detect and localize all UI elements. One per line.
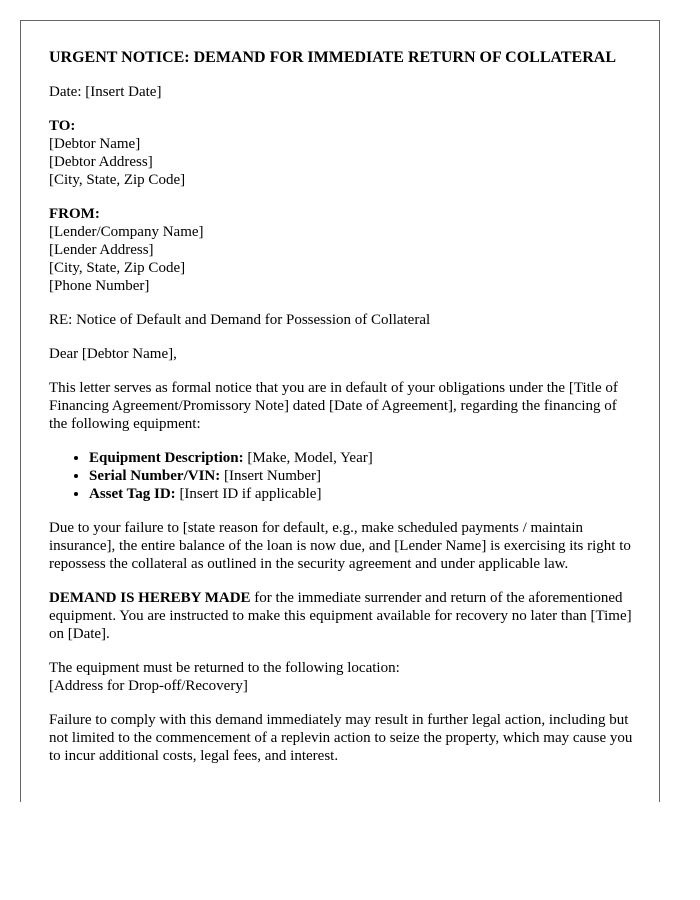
demand-emphasis: DEMAND IS HEREBY MADE [49, 590, 251, 606]
from-block [49, 205, 659, 295]
default-notice-paragraph: This letter serves as formal notice that you are in default of your obligations under the [Title of Financing Agreement/Promissory Note] dated [Date of Agreement], regarding the financing of the following equipment: [49, 380, 618, 432]
consequences-paragraph: Failure to comply with this demand immediately may result in further legal action, including but not limited to the commencement of a replevin action to seize the property, which may cause you to incur additional costs, legal fees, and interest. [49, 712, 633, 764]
equipment-list [49, 449, 659, 503]
letter-title: URGENT NOTICE: DEMAND FOR IMMEDIATE RETURN OF COLLATERAL [49, 49, 616, 66]
list-item: • Asset Tag ID: [Insert ID if applicable] [89, 485, 659, 503]
letter-page [20, 20, 660, 802]
reason-paragraph: Due to your failure to [state reason for default, e.g., make scheduled payments / maintain insurance], the entire balance of the loan is now due, and [Lender Name] is exercising its right to repossess the collateral as outlined in the security agreement and under applicable law. [49, 520, 631, 572]
to-line-address: [Debtor Address] [49, 154, 153, 170]
salutation: Dear [Debtor Name], [49, 346, 177, 362]
from-line-city: [City, State, Zip Code] [49, 260, 186, 276]
return-location-block [49, 659, 659, 695]
from-line-address: [Lender Address] [49, 242, 154, 258]
list-item: • Serial Number/VIN: [Insert Number] [89, 467, 659, 485]
to-line-city: [City, State, Zip Code] [49, 172, 186, 188]
to-heading: TO: [49, 118, 76, 134]
to-line-name: [Debtor Name] [49, 136, 141, 152]
from-line-phone: [Phone Number] [49, 278, 150, 294]
demand-paragraph: DEMAND IS HEREBY MADE for the immediate surrender and return of the aforementioned equipment. You are instructed to make this equipment available for recovery no later than [Time] on [Date]. [49, 590, 632, 642]
from-heading: FROM: [49, 206, 100, 222]
list-item: • Equipment Description: [Make, Model, Year] [89, 449, 659, 467]
return-location-address: [Address for Drop-off/Recovery] [49, 678, 248, 694]
re-line: RE: Notice of Default and Demand for Possession of Collateral [49, 312, 431, 328]
date-line: Date: [Insert Date] [49, 84, 162, 100]
from-line-company: [Lender/Company Name] [49, 224, 204, 240]
to-block [49, 117, 659, 189]
return-location-line: The equipment must be returned to the following location: [49, 660, 400, 676]
